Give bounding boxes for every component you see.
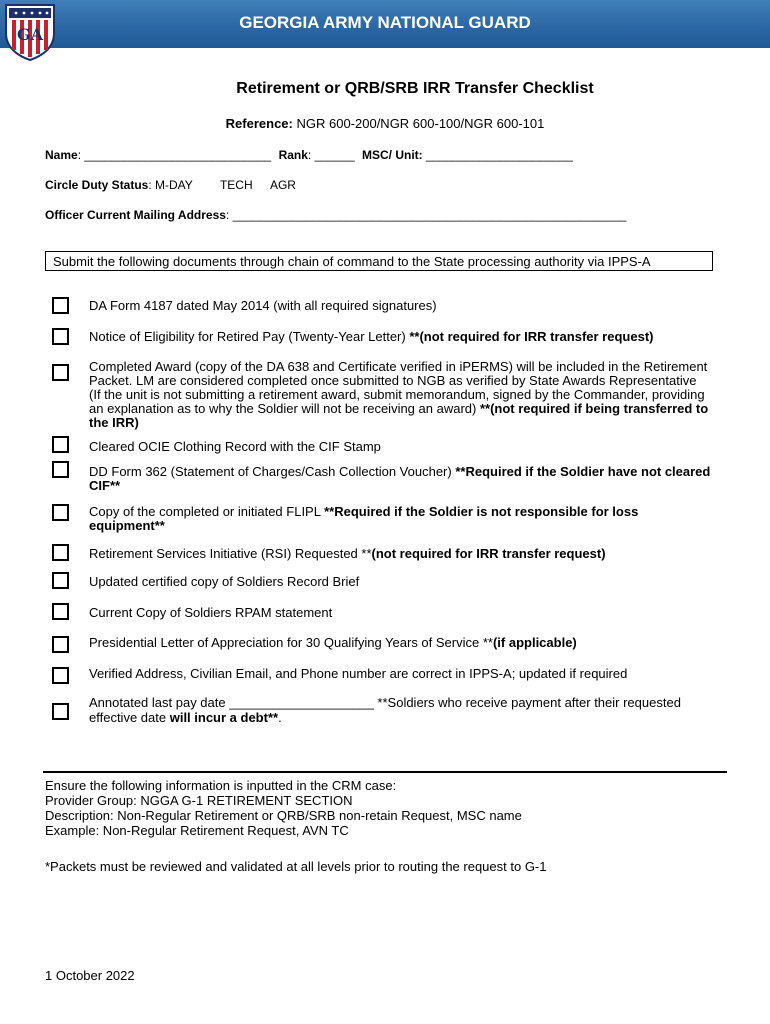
separator-rule (43, 771, 727, 773)
checkbox[interactable] (52, 364, 69, 381)
checkbox[interactable] (52, 603, 69, 620)
crm-instructions: Ensure the following information is inputted in the CRM case: Provider Group: NGGA G-1 RETIREMENT SECTION Description: Non-Regular Retirement or QRB/SRB non-retain Request, MSC name Example: Non-Regular Retirement Request, AVN TC (45, 778, 522, 838)
document-date: 1 October 2022 (45, 968, 135, 983)
duty-status-label: Circle Duty Status (45, 178, 149, 192)
msc-unit-label: MSC/ Unit: (361, 148, 423, 162)
mailing-address-field[interactable]: : ___________________________________________________________ (225, 208, 627, 222)
checkbox[interactable] (52, 544, 69, 561)
header-banner (0, 0, 770, 48)
document-title: Retirement or QRB/SRB IRR Transfer Checklist (236, 80, 594, 97)
checkbox[interactable] (52, 572, 69, 589)
checkbox[interactable] (52, 297, 69, 314)
msc-unit-field[interactable]: ______________________ (422, 148, 573, 162)
mailing-address-label: Officer Current Mailing Address (45, 208, 226, 222)
checkbox[interactable] (52, 636, 69, 653)
name-label: Name (45, 148, 78, 162)
checkbox[interactable] (52, 461, 69, 478)
svg-text:GA: GA (16, 25, 44, 44)
reference-label: Reference: (225, 116, 293, 131)
duty-option-tech[interactable]: TECH (219, 178, 253, 192)
mailing-address-line (45, 208, 626, 222)
rank-field[interactable]: : ______ (307, 148, 355, 162)
instruction-box: Submit the following documents through chain of command to the State processing authority via IPPS-A (45, 251, 713, 271)
reference-value: NGR 600-200/NGR 600-100/NGR 600-101 (296, 116, 545, 131)
checkbox[interactable] (52, 703, 69, 720)
checkbox[interactable] (52, 436, 69, 453)
org-title: GEORGIA ARMY NATIONAL GUARD (239, 13, 531, 32)
duty-option-mday[interactable]: : M-DAY (148, 178, 193, 192)
georgia-shield-logo (4, 3, 56, 61)
checkbox[interactable] (52, 504, 69, 521)
name-rank-unit-line (45, 148, 573, 162)
duty-status-line (45, 178, 296, 192)
name-field[interactable]: : ____________________________ (77, 148, 272, 162)
checkbox[interactable] (52, 328, 69, 345)
checkbox[interactable] (52, 667, 69, 684)
duty-option-agr[interactable]: AGR (269, 178, 296, 192)
reference-line (0, 116, 770, 131)
packets-note: *Packets must be reviewed and validated at all levels prior to routing the request to G-1 (45, 859, 547, 874)
rank-label: Rank (278, 148, 308, 162)
